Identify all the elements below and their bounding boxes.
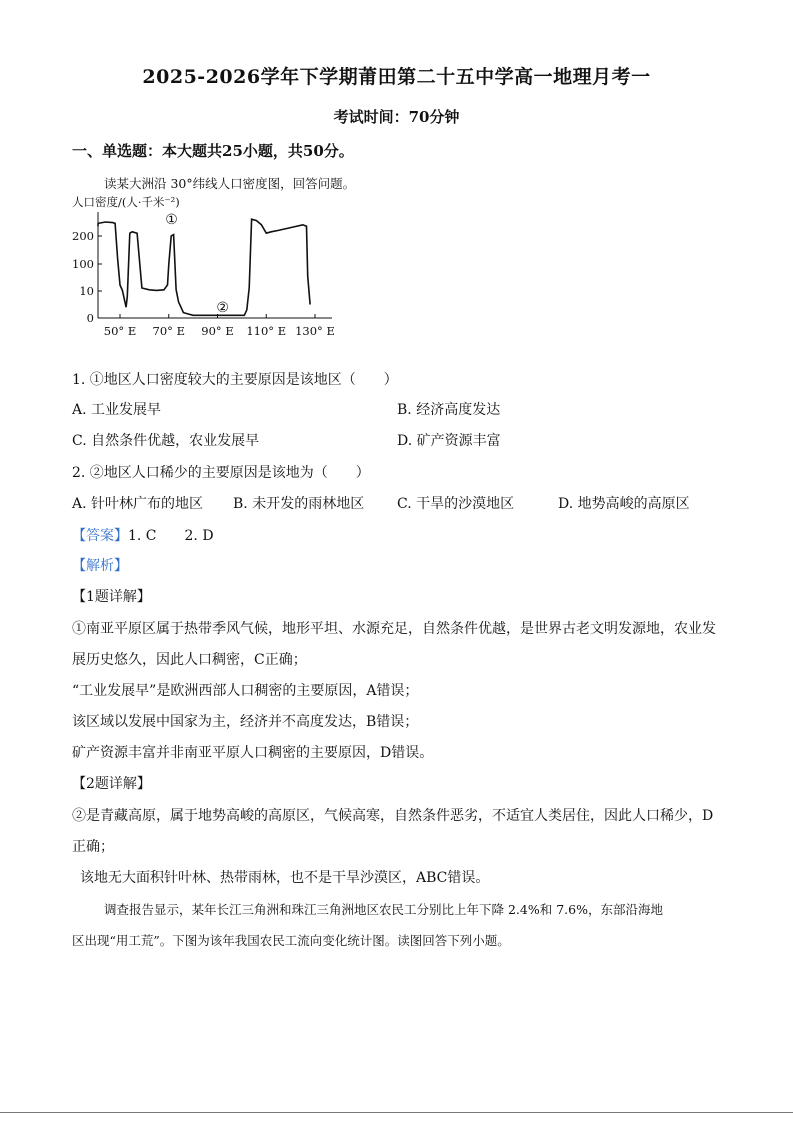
passage-2-line-1: 调查报告显示，某年长江三角洲和珠江三角洲地区农民工分别比上年下降 2.4%和 7.6%，东部沿海地	[104, 902, 663, 917]
chart-y-axis-label: 人口密度/(人·千米⁻²)	[72, 195, 180, 209]
detail-2-line-2: 正确；	[72, 839, 114, 855]
chart-annotation-1: ①	[165, 212, 178, 228]
chart-y-tick-label: 200	[72, 229, 94, 243]
answer-tag: 【答案】	[72, 528, 128, 544]
population-density-chart	[70, 190, 370, 345]
detail-1-heading: 【1题详解】	[72, 589, 151, 605]
q1-option-c: C. 自然条件优越，农业发展早	[72, 433, 260, 449]
chart-x-tick-label: 90° E	[201, 324, 234, 338]
chart-x-tick-label: 50° E	[103, 324, 137, 338]
question-1: 1. ①地区人口密度较大的主要原因是该地区（ ）	[72, 372, 398, 388]
detail-2-line-1: ②是青藏高原，属于地势高峻的高原区，气候高寒，自然条件恶劣，不适宜人类居住，因此人口稀少，D	[72, 808, 714, 824]
chart-y-tick-label: 100	[72, 257, 94, 271]
answer-line	[72, 525, 214, 545]
analysis-tag: 【解析】	[72, 558, 128, 574]
chart-axes	[98, 212, 332, 318]
passage-2-line-2: 区出现“用工荒”。下图为该年我国农民工流向变化统计图。读图回答下列小题。	[72, 933, 510, 948]
exam-time: 考试时间：70分钟	[333, 108, 460, 126]
detail-1-line-2: 展历史悠久，因此人口稠密，C正确；	[72, 652, 307, 668]
chart-annotation-2: ②	[216, 300, 229, 316]
chart-y-tick-label: 10	[79, 284, 94, 298]
chart-x-tick-label: 110° E	[246, 324, 287, 338]
chart-series-line	[98, 219, 310, 315]
detail-1-line-5: 矿产资源丰富并非南亚平原人口稠密的主要原因，D错误。	[72, 745, 434, 761]
detail-2-line-3: 该地无大面积针叶林、热带雨林，也不是干旱沙漠区，ABC错误。	[80, 870, 490, 886]
answer-text: 1. C 2. D	[128, 528, 214, 544]
q2-option-a: A. 针叶林广布的地区	[72, 496, 204, 512]
q1-option-d: D. 矿产资源丰富	[397, 433, 501, 449]
q1-option-b: B. 经济高度发达	[397, 402, 501, 418]
detail-1-line-1: ①南亚平原区属于热带季风气候，地形平坦、水源充足，自然条件优越，是世界古老文明发源地，农业发	[72, 621, 716, 637]
q2-option-b: B. 未开发的雨林地区	[233, 496, 365, 512]
q2-option-c: C. 干旱的沙漠地区	[397, 496, 515, 512]
q1-option-a: A. 工业发展早	[72, 402, 162, 418]
question-2: 2. ②地区人口稀少的主要原因是该地为（ ）	[72, 465, 370, 481]
chart-x-tick-label: 130° E	[295, 324, 335, 338]
q2-option-d: D. 地势高峻的高原区	[558, 496, 690, 512]
detail-1-line-3: “工业发展早”是欧洲西部人口稠密的主要原因，A错误；	[72, 683, 419, 699]
page-bottom-rule	[0, 1112, 793, 1113]
detail-2-heading: 【2题详解】	[72, 776, 151, 792]
question-intro: 读某大洲沿 30°纬线人口密度图，回答问题。	[104, 176, 356, 191]
chart-x-tick-label: 70° E	[152, 324, 185, 338]
detail-1-line-4: 该区域以发展中国家为主，经济并不高度发达，B错误；	[72, 714, 419, 730]
document-title: 2025-2026学年下学期莆田第二十五中学高一地理月考一	[142, 66, 651, 88]
chart-y-tick-label: 0	[86, 311, 94, 325]
section-heading: 一、单选题：本大题共25小题，共50分。	[72, 142, 354, 160]
